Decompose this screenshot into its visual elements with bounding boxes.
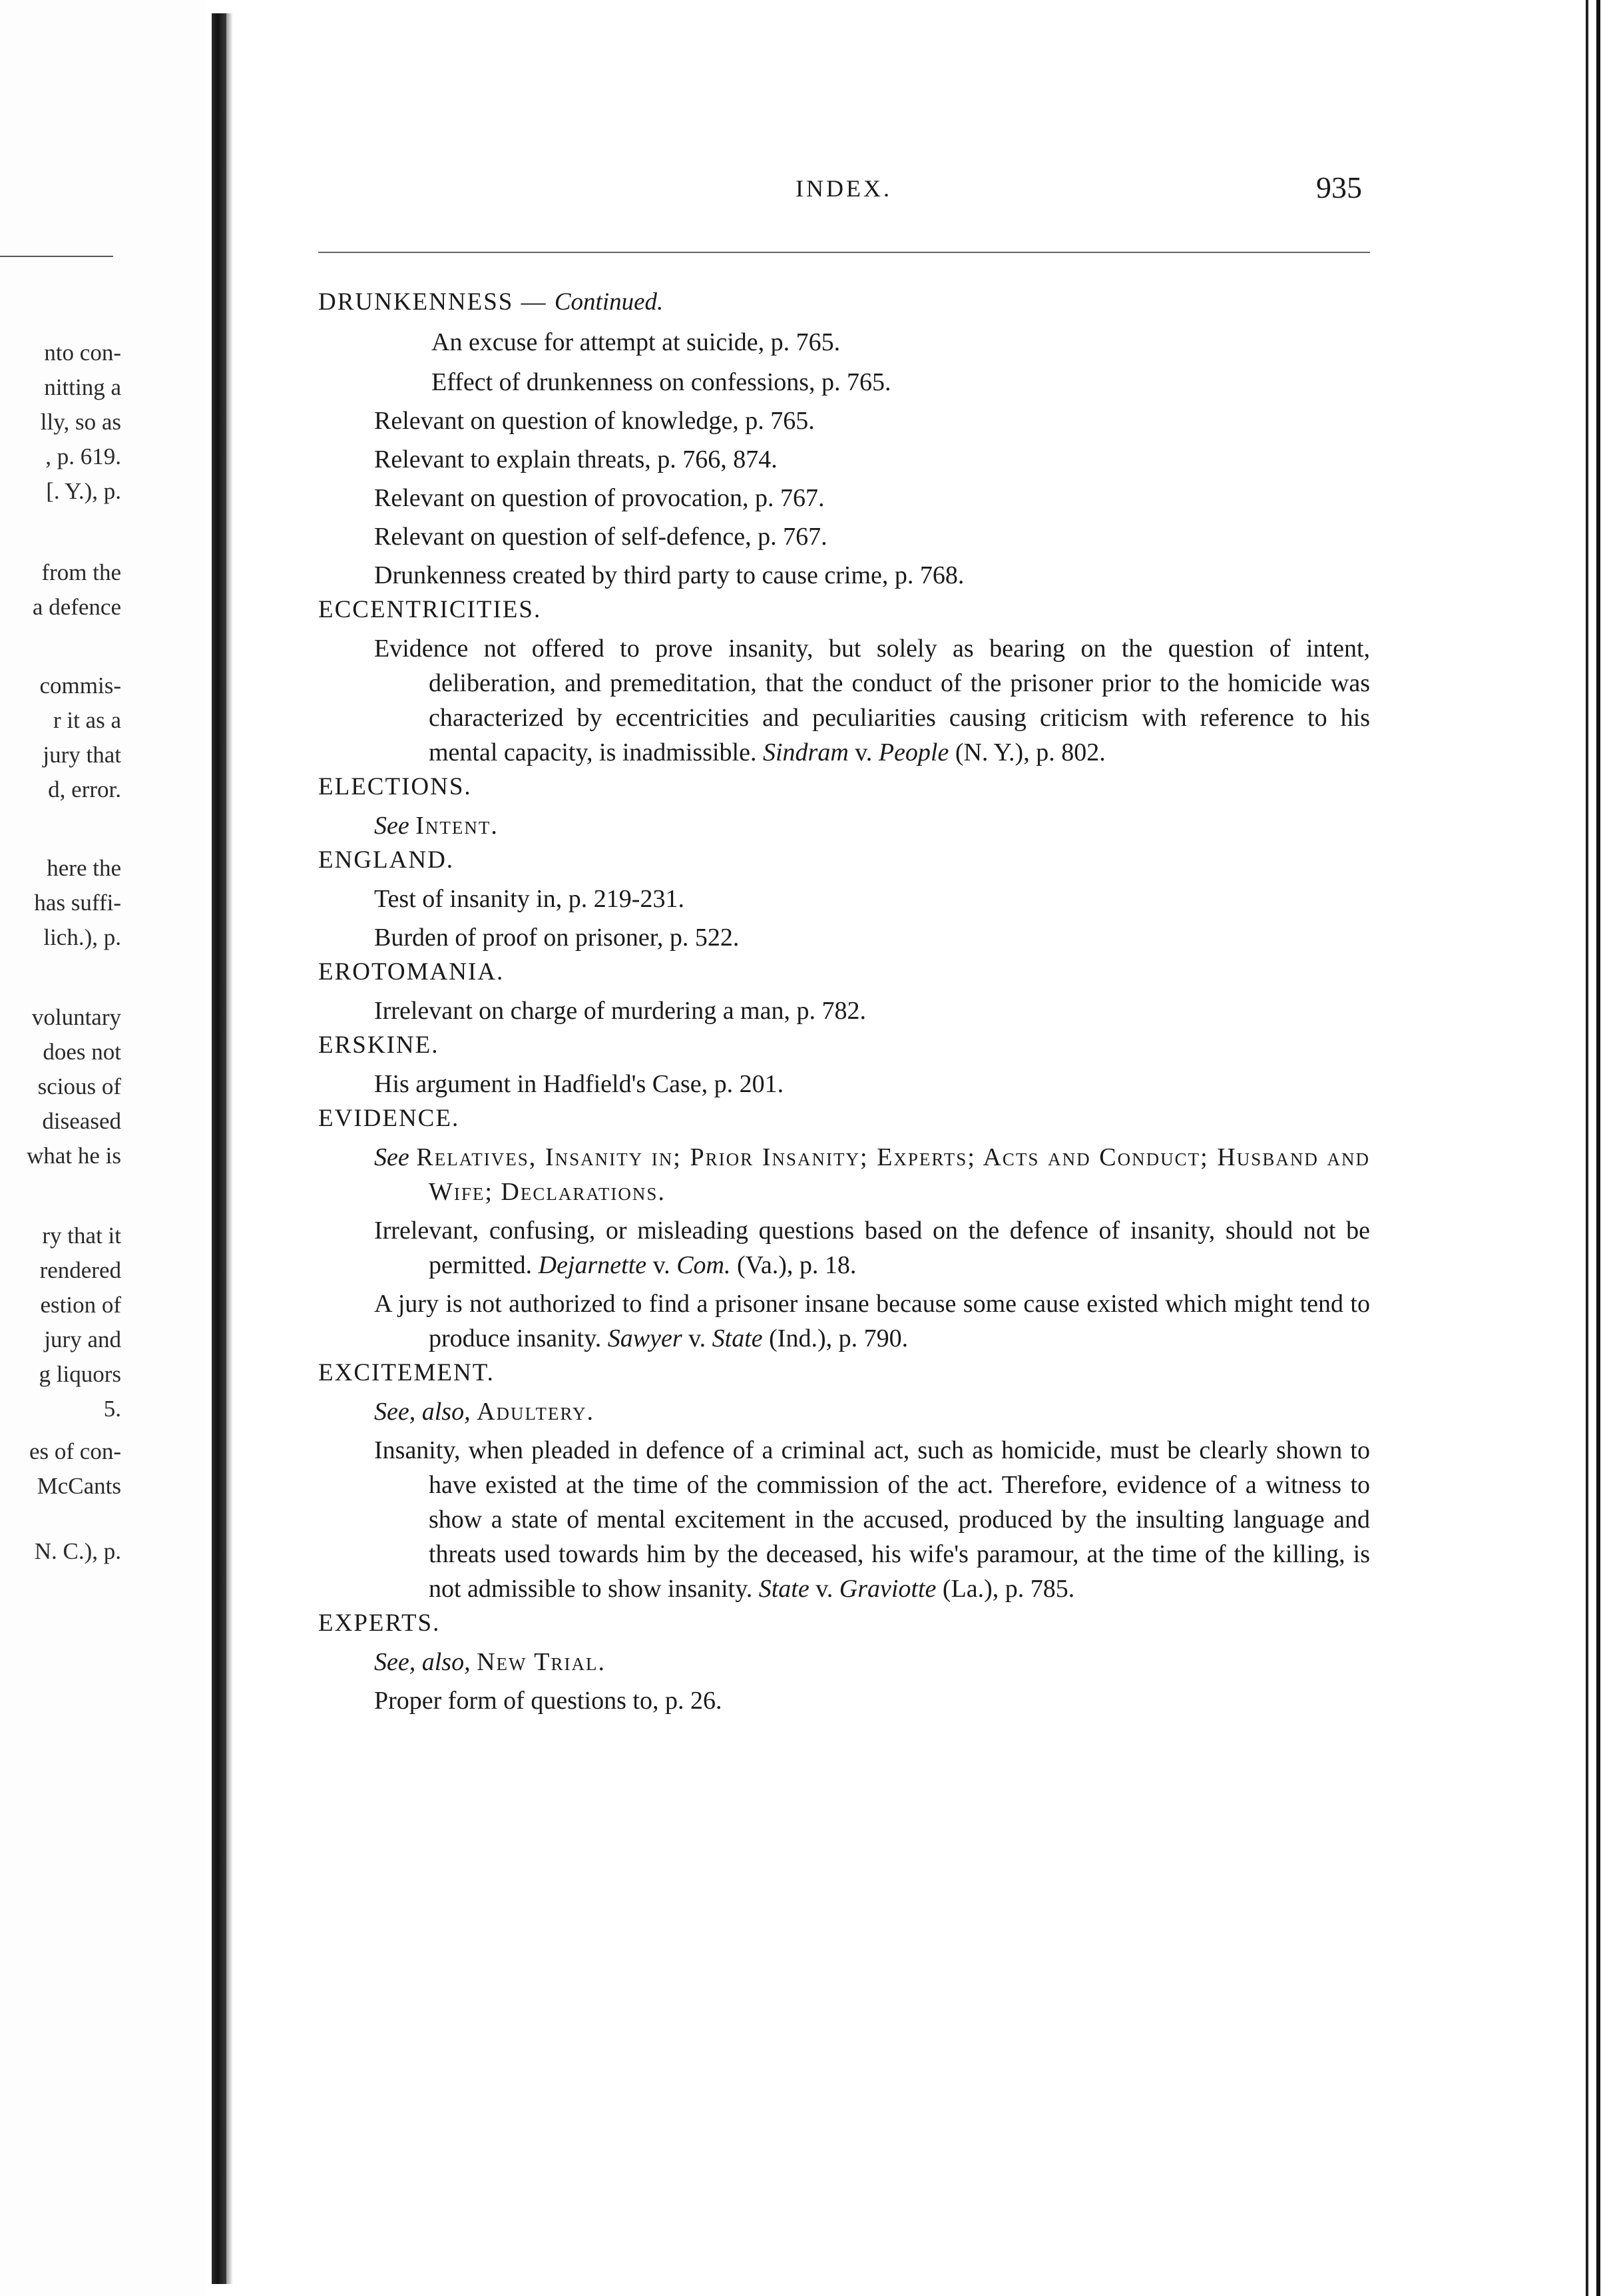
see-reference: [318, 1136, 1370, 1209]
left-page-line: what he is: [27, 1143, 121, 1169]
page-number: 935: [1316, 170, 1362, 204]
index-entry: Relevant on question of self-defence, p. 767.: [374, 523, 827, 551]
left-page-line: a defence: [32, 594, 121, 620]
see-word: See: [374, 1143, 409, 1171]
citation: (Va.), p. 18.: [736, 1251, 857, 1279]
index-heading-experts: EXPERTS.: [318, 1609, 441, 1637]
left-page-line: d, error.: [48, 776, 121, 802]
versus: v.: [815, 1575, 833, 1603]
see-reference: [318, 1641, 1370, 1679]
index-heading-eccentricities: ECCENTRICITIES.: [318, 596, 542, 623]
index-entry: Relevant on question of knowledge, p. 765.: [374, 407, 815, 435]
continued-label: Continued.: [554, 288, 664, 316]
index-entry: His argument in Hadfield's Case, p. 201.: [374, 1070, 784, 1098]
left-page-line: nto con-: [44, 340, 121, 366]
see-reference: [318, 1390, 1370, 1429]
case-name: Sawyer: [607, 1324, 682, 1352]
index-heading-excitement: EXCITEMENT.: [318, 1359, 495, 1386]
page-gutter: [212, 13, 226, 2284]
case-name: State: [712, 1324, 763, 1352]
left-page-line: nitting a: [44, 374, 121, 400]
left-page-line: 5.: [103, 1396, 121, 1422]
index-entry: Irrelevant on charge of murdering a man, p. 782.: [374, 997, 866, 1025]
index-entry: [318, 1209, 1370, 1283]
cross-reference: Adultery.: [477, 1398, 595, 1426]
left-page-line: has suffi-: [34, 890, 121, 916]
left-page-line: es of con-: [29, 1438, 121, 1464]
index-entry: [318, 1429, 1370, 1606]
right-page-edge: [1586, 0, 1588, 2296]
index-subentry: An excuse for attempt at suicide, p. 765.: [431, 328, 841, 356]
right-page-edge-outer: [1596, 0, 1600, 2296]
see-word: See, also,: [374, 1398, 471, 1426]
entry-text: Insanity, when pleaded in defence of a criminal act, such as homicide, must be clearly shown to have existed at the time of the commission of the act. Therefore, evidence of a witness to show a state of mental excitement in the accused, produced by the insulting language and threats used towards him by the deceased, his wife's paramour, at the time of the killing, is not admissible to show insanity.: [374, 1436, 1370, 1603]
left-page-line: voluntary: [31, 1004, 121, 1030]
heading-text: DRUNKENNESS —: [318, 288, 547, 316]
running-head: INDEX.: [796, 175, 892, 202]
see-reference: [318, 804, 1370, 843]
citation: (Ind.), p. 790.: [769, 1324, 909, 1352]
see-word: See, also,: [374, 1648, 471, 1676]
versus: v.: [652, 1251, 670, 1279]
case-name: Sindram: [762, 738, 849, 766]
versus: v.: [688, 1324, 706, 1352]
cross-reference: Intent.: [415, 812, 499, 840]
left-page-line: r it as a: [53, 707, 121, 733]
left-page-line: jury that: [43, 742, 121, 768]
index-heading-drunkenness: [318, 285, 1370, 320]
left-page-line: commis-: [39, 673, 121, 699]
case-name: People: [878, 738, 949, 766]
entry-text: Irrelevant, confusing, or misleading questions based on the defence of insanity, should not be permitted.: [374, 1217, 1370, 1279]
index-heading-england: ENGLAND.: [318, 846, 455, 874]
left-page-line: lich.), p.: [43, 924, 121, 950]
index-entry: Proper form of questions to, p. 26.: [374, 1687, 722, 1715]
index-entry: Burden of proof on prisoner, p. 522.: [374, 924, 740, 952]
left-page-line: here the: [47, 855, 121, 881]
see-word: See: [374, 812, 409, 840]
index-heading-erskine: ERSKINE.: [318, 1031, 439, 1059]
index-heading-elections: ELECTIONS.: [318, 773, 472, 800]
left-page-line: , p. 619.: [45, 443, 121, 469]
index-entry: [318, 1283, 1370, 1356]
cross-reference: New Trial.: [477, 1648, 606, 1676]
index-entry: Drunkenness created by third party to cause crime, p. 768.: [374, 561, 965, 589]
left-page-line: scious of: [37, 1073, 121, 1099]
left-page-line: [. Y.), p.: [46, 478, 121, 504]
left-page-line: jury and: [44, 1326, 121, 1352]
case-name: State: [758, 1575, 809, 1603]
index-heading-erotomania: EROTOMANIA.: [318, 958, 505, 986]
entry-text: A jury is not authorized to find a prisoner insane because some cause existed which might tend to produce insanity.: [374, 1290, 1370, 1352]
index-entry: [318, 627, 1370, 770]
left-page-line: does not: [43, 1039, 121, 1065]
entry-text: Evidence not offered to prove insanity, but solely as bearing on the question of intent, deliberation, and premeditation, that the conduct of the prisoner prior to the homicide was characterized by eccentricities and peculiarities causing criticism with reference to his mental capacity, is inadmissible.: [374, 635, 1370, 766]
left-page-line: rendered: [39, 1257, 121, 1283]
left-page-line: ry that it: [42, 1223, 121, 1249]
case-name: Com.: [676, 1251, 731, 1279]
case-name: Graviotte: [839, 1575, 937, 1603]
left-page-fragment: [0, 0, 206, 2296]
header-rule: [318, 252, 1370, 253]
citation: (La.), p. 785.: [942, 1575, 1075, 1603]
index-subentry: Effect of drunkenness on confessions, p. 765.: [431, 368, 891, 396]
left-page-line: from the: [41, 559, 121, 585]
left-page-line: lly, so as: [40, 409, 121, 435]
left-page-line: diseased: [42, 1108, 121, 1134]
case-name: Dejarnette: [538, 1251, 647, 1279]
index-entry: Relevant on question of provocation, p. 767.: [374, 484, 825, 512]
left-page-line: McCants: [37, 1473, 121, 1499]
versus: v.: [855, 738, 873, 766]
left-page-line: estion of: [40, 1292, 121, 1318]
left-page-rule: [0, 256, 113, 257]
gutter-shadow: [226, 13, 233, 2284]
index-entry: Test of insanity in, p. 219-231.: [374, 885, 684, 913]
index-content: [318, 285, 1370, 1718]
citation: (N. Y.), p. 802.: [955, 738, 1106, 766]
index-heading-evidence: EVIDENCE.: [318, 1105, 460, 1132]
index-entry: Relevant to explain threats, p. 766, 874.: [374, 445, 778, 473]
cross-reference: Relatives, Insanity in; Prior Insanity; Experts; Acts and Conduct; Husband and Wife; Declarations.: [416, 1143, 1370, 1206]
left-page-line: N. C.), p.: [34, 1538, 121, 1564]
left-page-line: g liquors: [39, 1361, 121, 1387]
